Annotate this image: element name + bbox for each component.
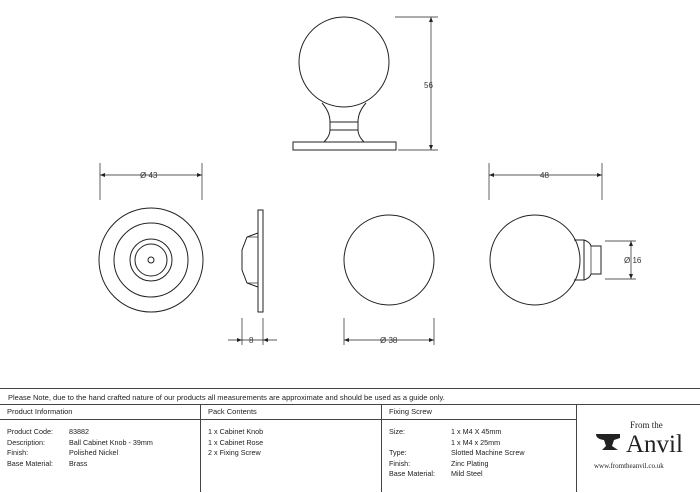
ball-side-view bbox=[489, 163, 642, 305]
screw-material-row: Base Material: Mild Steel bbox=[389, 469, 483, 478]
pack-contents-column bbox=[201, 405, 382, 492]
screw-type-row: Type: Slotted Machine Screw bbox=[389, 448, 525, 457]
side-elevation-view bbox=[293, 17, 438, 150]
pack-item: 2 x Fixing Screw bbox=[208, 448, 261, 457]
finish-row: Finish: Polished Nickel bbox=[7, 448, 119, 457]
product-information-column bbox=[0, 405, 201, 492]
anvil-icon bbox=[590, 410, 695, 488]
pack-item: 1 x Cabinet Knob bbox=[208, 427, 264, 436]
svg-text:From the: From the bbox=[630, 420, 663, 430]
ball-diameter-label: Ø 38 bbox=[380, 336, 398, 345]
from-the-anvil-logo bbox=[590, 410, 695, 488]
product-code-row: Product Code: 83882 bbox=[7, 427, 89, 436]
pack-contents-header: Pack Contents bbox=[201, 405, 381, 420]
svg-text:www.fromtheanvil.co.uk: www.fromtheanvil.co.uk bbox=[594, 462, 664, 470]
rose-side-view bbox=[228, 210, 277, 345]
ball-front-view bbox=[344, 215, 434, 345]
fixing-screw-column bbox=[382, 405, 577, 492]
rose-front-view bbox=[99, 163, 203, 312]
fixing-screw-header: Fixing Screw bbox=[382, 405, 576, 420]
height-dimension-label: 56 bbox=[424, 81, 433, 90]
width-dimension-label: 48 bbox=[540, 171, 549, 180]
base-material-row: Base Material: Brass bbox=[7, 458, 88, 468]
rose-thickness-label: 8 bbox=[249, 336, 254, 345]
screw-finish-row: Finish: Zinc Plating bbox=[389, 458, 489, 468]
stem-diameter-label: Ø 16 bbox=[624, 256, 642, 265]
svg-text:Anvil: Anvil bbox=[626, 431, 683, 458]
rose-diameter-label: Ø 43 bbox=[140, 171, 158, 180]
screw-size-row-2: 1 x M4 x 25mm bbox=[451, 437, 501, 447]
description-row: Description: Ball Cabinet Knob - 39mm bbox=[7, 437, 153, 447]
screw-size-row: Size: 1 x M4 X 45mm bbox=[389, 427, 502, 436]
pack-item: 1 x Cabinet Rose bbox=[208, 437, 264, 447]
disclaimer-note: Please Note, due to the hand crafted nature of our products all measurements are approximate and should be used as a guide only. bbox=[0, 388, 700, 405]
product-information-header: Product Information bbox=[0, 405, 200, 420]
